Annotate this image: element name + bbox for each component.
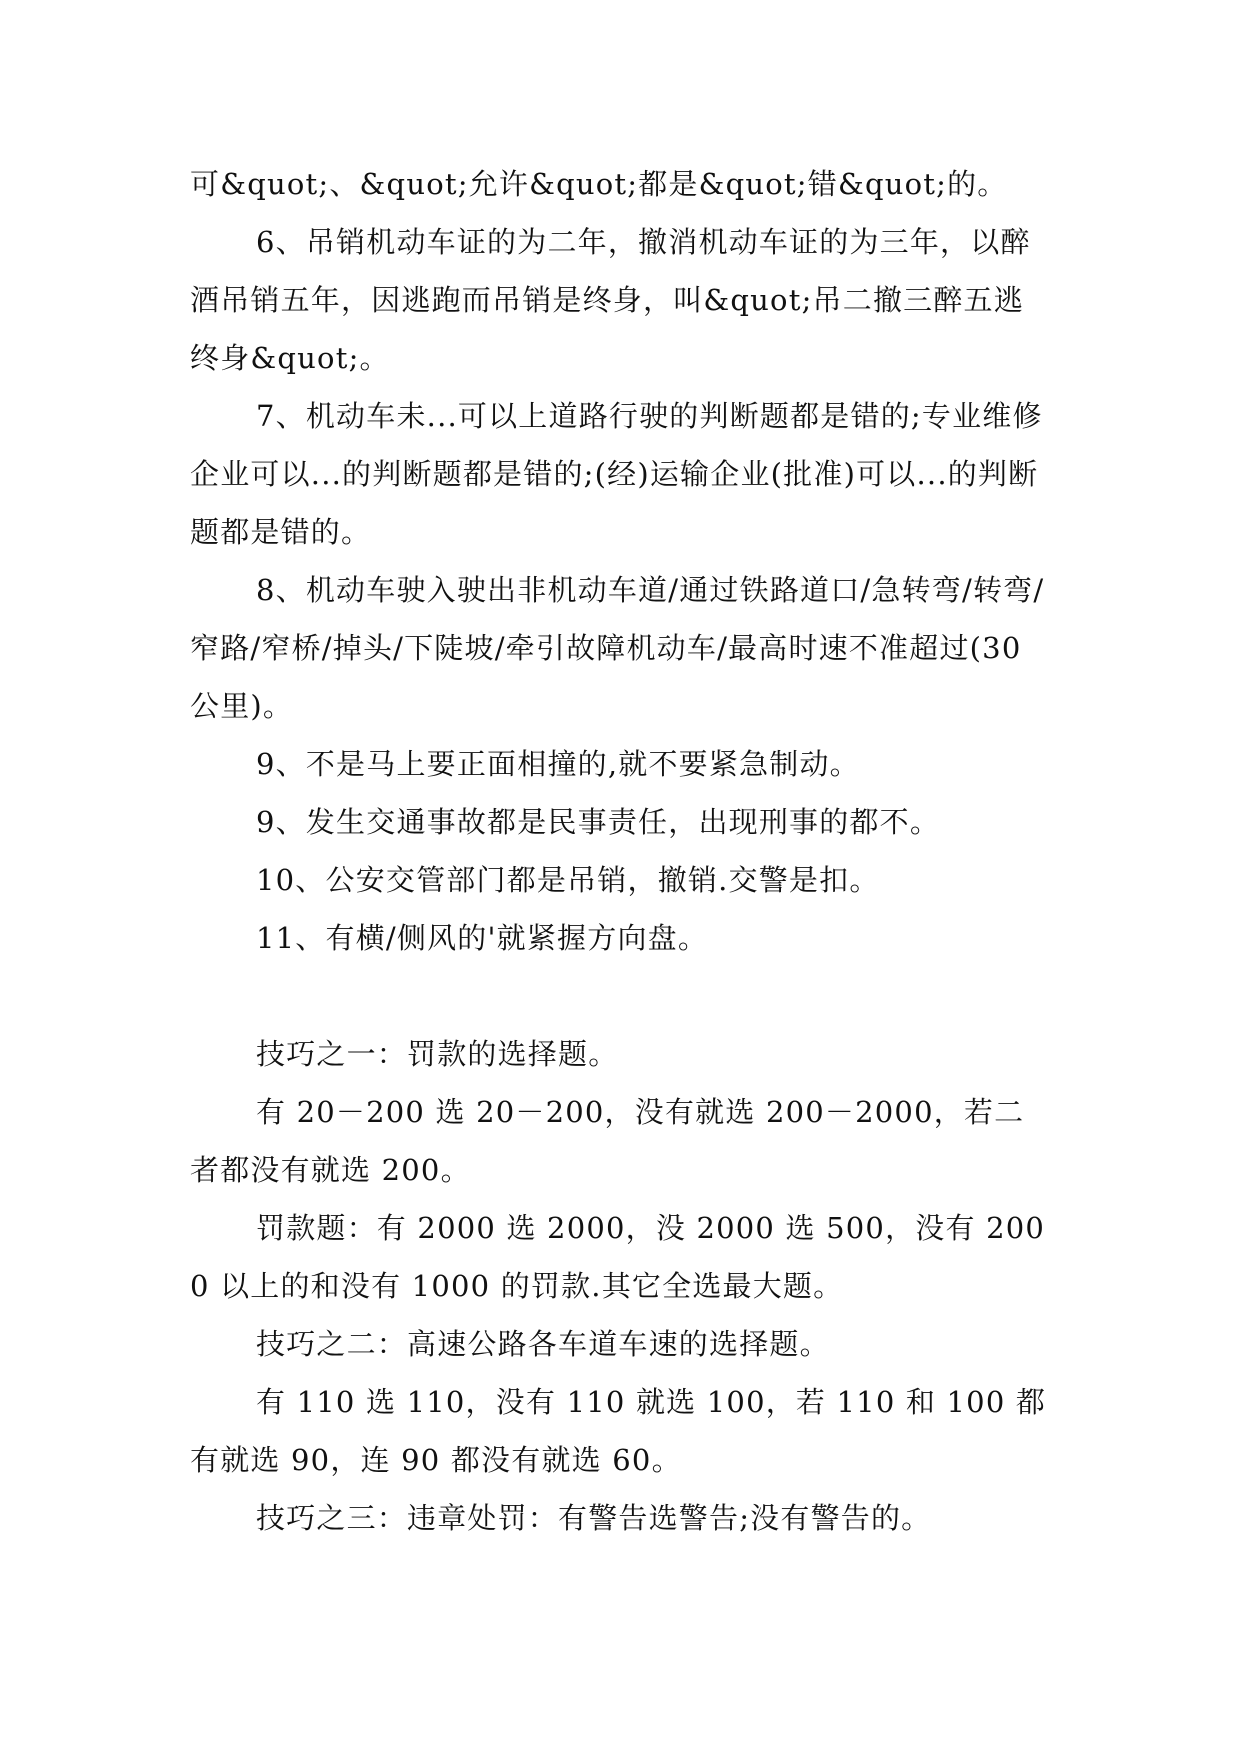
paragraph-item-7: 7、机动车未...可以上道路行驶的判断题都是错的;专业维修企业可以...的判断题都是错的;(经)运输企业(批准)可以...的判断题都是错的。 [190, 399, 1043, 549]
paragraph-continuation: 可&quot;、&quot;允许&quot;都是&quot;错&quot;的。 [190, 167, 1008, 201]
paragraph-item-8: 8、机动车驶入驶出非机动车道/通过铁路道口/急转弯/转弯/窄路/窄桥/掉头/下陡坡/牵引故障机动车/最高时速不准超过(30 公里)。 [190, 573, 1045, 723]
tip-1-fine-rule: 罚款题：有 2000 选 2000，没 2000 选 500，没有 2000 以上的和没有 1000 的罚款.其它全选最大题。 [190, 1211, 1046, 1303]
tip-2-rule: 有 110 选 110，没有 110 就选 100，若 110 和 100 都有就选 90，连 90 都没有就选 60。 [190, 1385, 1047, 1477]
document-body [190, 155, 1050, 1547]
tip-1-rule: 有 20－200 选 20－200，没有就选 200－2000，若二者都没有就选 200。 [190, 1095, 1025, 1187]
paragraph-item-9a: 9、不是马上要正面相撞的,就不要紧急制动。 [256, 747, 860, 781]
tip-3-heading: 技巧之三：违章处罚：有警告选警告;没有警告的。 [256, 1501, 932, 1535]
paragraph-gap [190, 967, 1050, 1025]
paragraph-item-9b: 9、发生交通事故都是民事责任，出现刑事的都不。 [256, 805, 941, 839]
tip-2-heading: 技巧之二：高速公路各车道车速的选择题。 [256, 1327, 830, 1361]
paragraph-item-10: 10、公安交管部门都是吊销，撤销.交警是扣。 [256, 863, 880, 897]
tip-1-heading: 技巧之一：罚款的选择题。 [256, 1037, 619, 1071]
paragraph-item-11: 11、有横/侧风的'就紧握方向盘。 [256, 921, 709, 955]
paragraph-item-6: 6、吊销机动车证的为二年，撤消机动车证的为三年，以醉酒吊销五年，因逃跑而吊销是终身，叫&quot;吊二撤三醉五逃终身&quot;。 [190, 225, 1031, 375]
